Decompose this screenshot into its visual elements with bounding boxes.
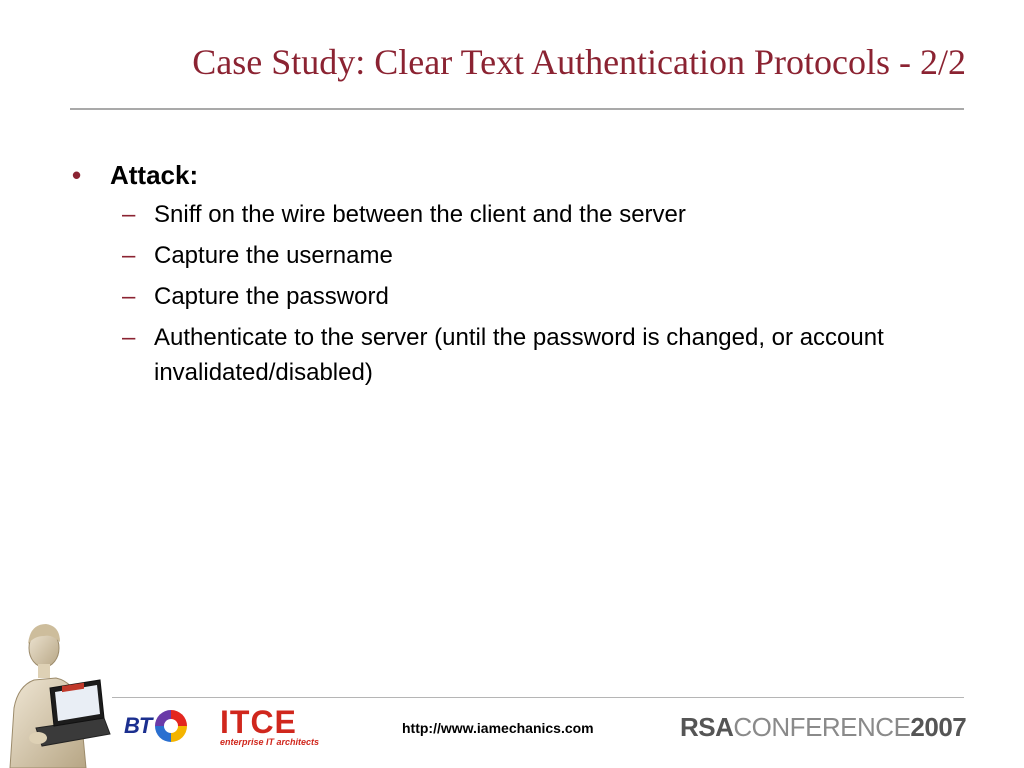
dash-symbol: –: [122, 201, 136, 228]
footer-divider: [112, 697, 964, 698]
bullet-symbol: •: [72, 160, 82, 190]
rsa-logo-part1: RSA: [680, 712, 734, 742]
slide-title: Case Study: Clear Text Authentication Protocols - 2/2: [192, 42, 966, 82]
dash-symbol: –: [122, 324, 136, 351]
sub-bullet-text: Capture the password: [154, 283, 389, 310]
bullet-item: [70, 156, 950, 194]
sub-bullet-item: [70, 197, 950, 232]
bt-logo-text: BT: [124, 713, 152, 738]
dash-symbol: –: [122, 283, 136, 310]
itce-tagline: enterprise IT architects: [220, 737, 320, 747]
rsa-logo-part3: 2007: [910, 712, 967, 742]
sub-bullet-item: [70, 279, 950, 314]
itce-logo-text: ITCE: [220, 704, 297, 740]
sub-bullet-text: Capture the username: [154, 242, 393, 269]
rsa-logo-part2: CONFERENCE: [733, 712, 911, 742]
sub-bullet-text: Sniff on the wire between the client and the server: [154, 201, 686, 228]
sub-bullet-item: [70, 320, 950, 390]
sub-bullet-list: [70, 197, 950, 390]
title-divider: [70, 108, 964, 110]
sub-bullet-text: Authenticate to the server (until the password is changed, or account invalidated/disabled): [154, 324, 884, 386]
slide-content: [70, 156, 950, 396]
itce-logo: [220, 704, 320, 747]
bullet-text: Attack:: [110, 160, 199, 190]
statue-with-laptop-icon: [0, 612, 120, 768]
rsa-conference-logo: [680, 712, 966, 742]
bt-logo: [124, 706, 189, 746]
bt-globe-icon: [153, 708, 189, 744]
sub-bullet-item: [70, 238, 950, 273]
footer-url[interactable]: http://www.iamechanics.com: [402, 720, 594, 736]
dash-symbol: –: [122, 242, 136, 269]
